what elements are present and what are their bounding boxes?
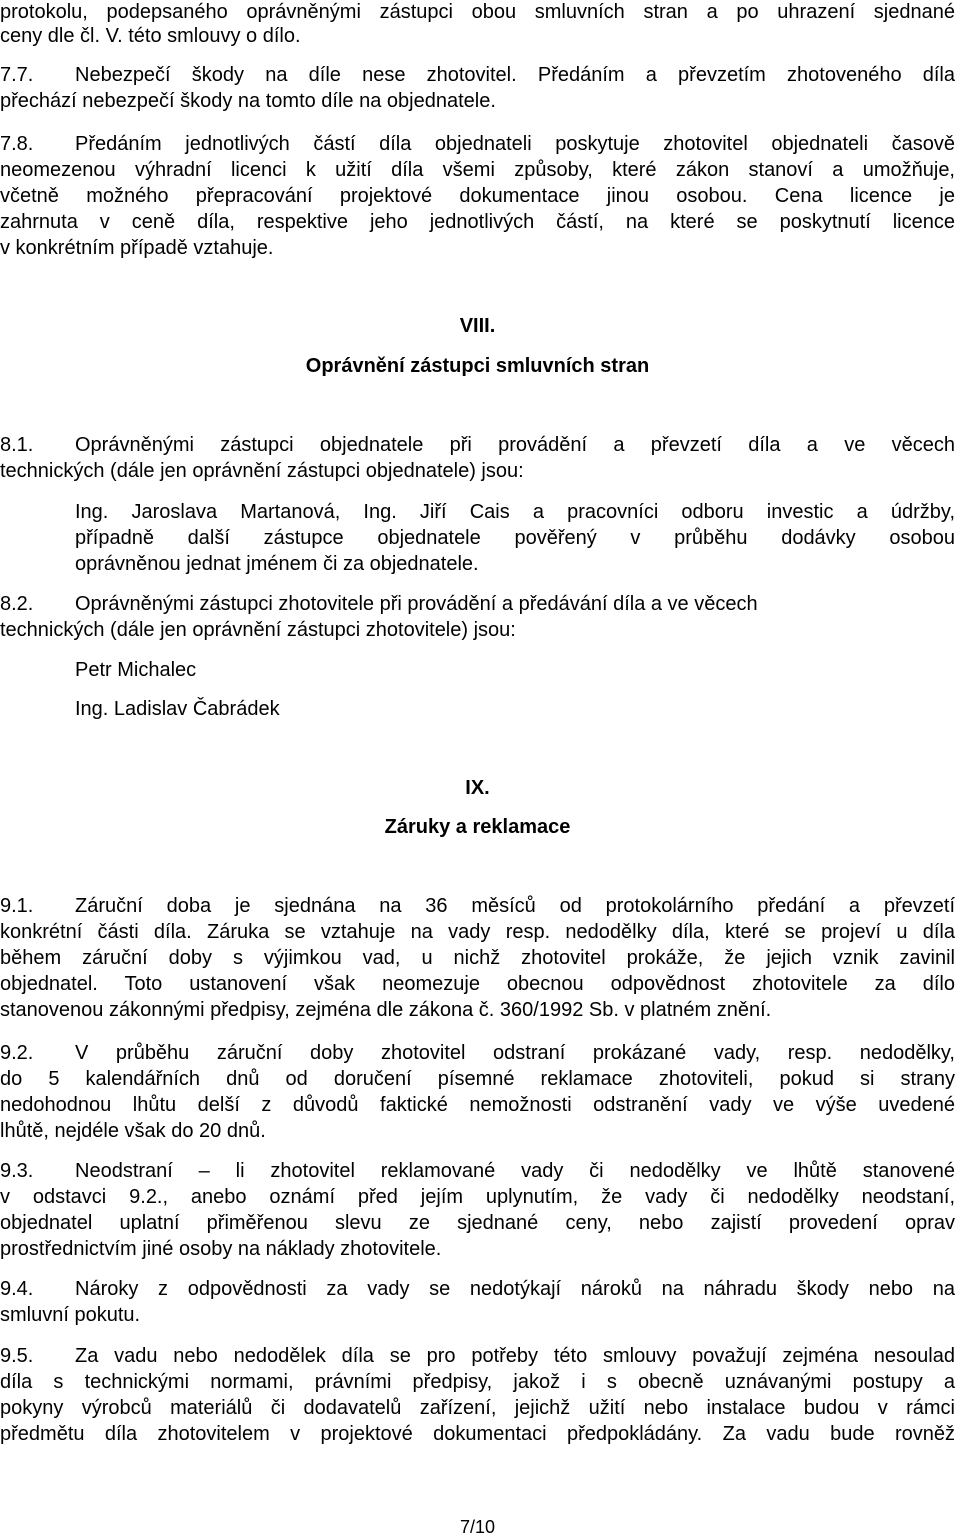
text-line: nedohodnou lhůtu delší z důvodů faktické nemožnosti odstranění vady ve výše uvedené <box>0 1094 955 1116</box>
text-line: oprávněnou jednat jménem či za objednatele. <box>75 553 479 575</box>
text-line: předmětu díla zhotovitelem v projektové dokumentaci předpokládány. Za vadu bude rovněž <box>0 1423 955 1445</box>
paragraph-number: 7.8. <box>0 133 34 155</box>
text-line: během záruční doby s výjimkou vad, u nichž zhotovitel prokáže, že jejich vznik zavinil <box>0 947 955 969</box>
section-title: Oprávnění zástupci smluvních stran <box>305 355 650 377</box>
text-line: zahrnuta v ceně díla, respektive jeho jednotlivých částí, na které se poskytnutí licence <box>0 211 955 233</box>
text-line: Za vadu nebo nedodělek díla se pro potřeby této smlouvy považují zejména nesoulad <box>75 1345 955 1367</box>
text-line: stanovenou zákonnými předpisy, zejména dle zákona č. 360/1992 Sb. v platném znění. <box>0 999 772 1021</box>
text-line: smluvní pokutu. <box>0 1304 141 1326</box>
text-line: neomezenou výhradní licenci k užití díla všemi způsoby, které zákon stanoví a umožňuje, <box>0 159 955 181</box>
text-line: v odstavci 9.2., anebo oznámí před jejím uplynutím, že vady či nedodělky neodstaní, <box>0 1186 955 1208</box>
text-line: Nároky z odpovědnosti za vady se nedotýkají nároků na náhradu škody nebo na <box>75 1278 955 1300</box>
text-line: ceny dle čl. V. této smlouvy o dílo. <box>0 25 301 47</box>
text-line: protokolu, podepsaného oprávněnými zástupci obou smluvních stran a po uhrazení sjednané <box>0 1 955 23</box>
text-line: díla s technickými normami, právními předpisy, jakož i s obecně uznávanými postupy a <box>0 1371 955 1393</box>
text-line: prostřednictvím jiné osoby na náklady zhotovitele. <box>0 1238 442 1260</box>
paragraph-9-4 <box>0 1277 955 1301</box>
text-line: v konkrétním případě vztahuje. <box>0 237 274 259</box>
text-line: přechází nebezpečí škody na tomto díle na objednatele. <box>0 90 496 112</box>
paragraph-number: 9.4. <box>0 1278 34 1300</box>
paragraph-number: 9.1. <box>0 895 34 917</box>
paragraph-9-1 <box>0 894 955 918</box>
paragraph-9-2 <box>0 1041 955 1065</box>
paragraph-number: 8.2. <box>0 593 34 615</box>
text-line: V průběhu záruční doby zhotovitel odstraní prokázané vady, resp. nedodělky, <box>75 1042 955 1064</box>
paragraph-8-1 <box>0 433 955 457</box>
text-line: Ing. Jaroslava Martanová, Ing. Jiří Cais a pracovníci odboru investic a údržby, <box>75 501 955 523</box>
text-line: objednatel uplatní přiměřenou slevu ze sjednané ceny, nebo zajistí provedení oprav <box>0 1212 955 1234</box>
text-line: konkrétní části díla. Záruka se vztahuje na vady resp. nedodělky díla, které se projeví u díla <box>0 921 955 943</box>
paragraph-9-3 <box>0 1159 955 1183</box>
paragraph-number: 7.7. <box>0 64 34 86</box>
section-title: Záruky a reklamace <box>384 816 571 838</box>
text-line: lhůtě, nejdéle však do 20 dnů. <box>0 1120 266 1142</box>
text-line: technických (dále jen oprávnění zástupci objednatele) jsou: <box>0 460 524 482</box>
text-line: Předáním jednotlivých částí díla objednateli poskytuje zhotovitel objednateli časově <box>75 133 955 155</box>
page-number: 7/10 <box>459 1517 496 1537</box>
text-line: objednatel. Toto ustanovení však neomezuje obecnou odpovědnost zhotovitele za dílo <box>0 973 955 995</box>
text-line: Neodstraní – li zhotovitel reklamované vady či nedodělky ve lhůtě stanovené <box>75 1160 955 1182</box>
paragraph-number: 8.1. <box>0 434 34 456</box>
text-line: Nebezpečí škody na díle nese zhotovitel. Předáním a převzetím zhotoveného díla <box>75 64 955 86</box>
text-line: případně další zástupce objednatele pověřený v průběhu dodávky osobou <box>75 527 955 549</box>
paragraph-number: 9.2. <box>0 1042 34 1064</box>
paragraph-9-5 <box>0 1344 955 1368</box>
text-line: včetně možného přepracování projektové dokumentace jinou osobou. Cena licence je <box>0 185 955 207</box>
representative-name: Petr Michalec <box>75 659 197 681</box>
paragraph-8-2 <box>0 592 758 616</box>
text-line: do 5 kalendářních dnů od doručení písemné reklamace zhotoviteli, pokud si strany <box>0 1068 955 1090</box>
text-line: Oprávněnými zástupci objednatele při provádění a převzetí díla a ve věcech <box>75 434 955 456</box>
paragraph-number: 9.5. <box>0 1345 34 1367</box>
section-number: IX. <box>465 777 490 799</box>
text-line: Oprávněnými zástupci zhotovitele při provádění a předávání díla a ve věcech <box>75 593 758 615</box>
representative-name: Ing. Ladislav Čabrádek <box>75 698 280 720</box>
paragraph-number: 9.3. <box>0 1160 34 1182</box>
paragraph-7-7 <box>0 63 955 87</box>
text-line: pokyny výrobců materiálů či dodavatelů zařízení, jejichž užití nebo instalace budou v rámci <box>0 1397 955 1419</box>
text-line: Záruční doba je sjednána na 36 měsíců od protokolárního předání a převzetí <box>75 895 955 917</box>
paragraph-7-8 <box>0 132 955 156</box>
section-number: VIII. <box>459 315 496 337</box>
text-line: technických (dále jen oprávnění zástupci zhotovitele) jsou: <box>0 619 516 641</box>
